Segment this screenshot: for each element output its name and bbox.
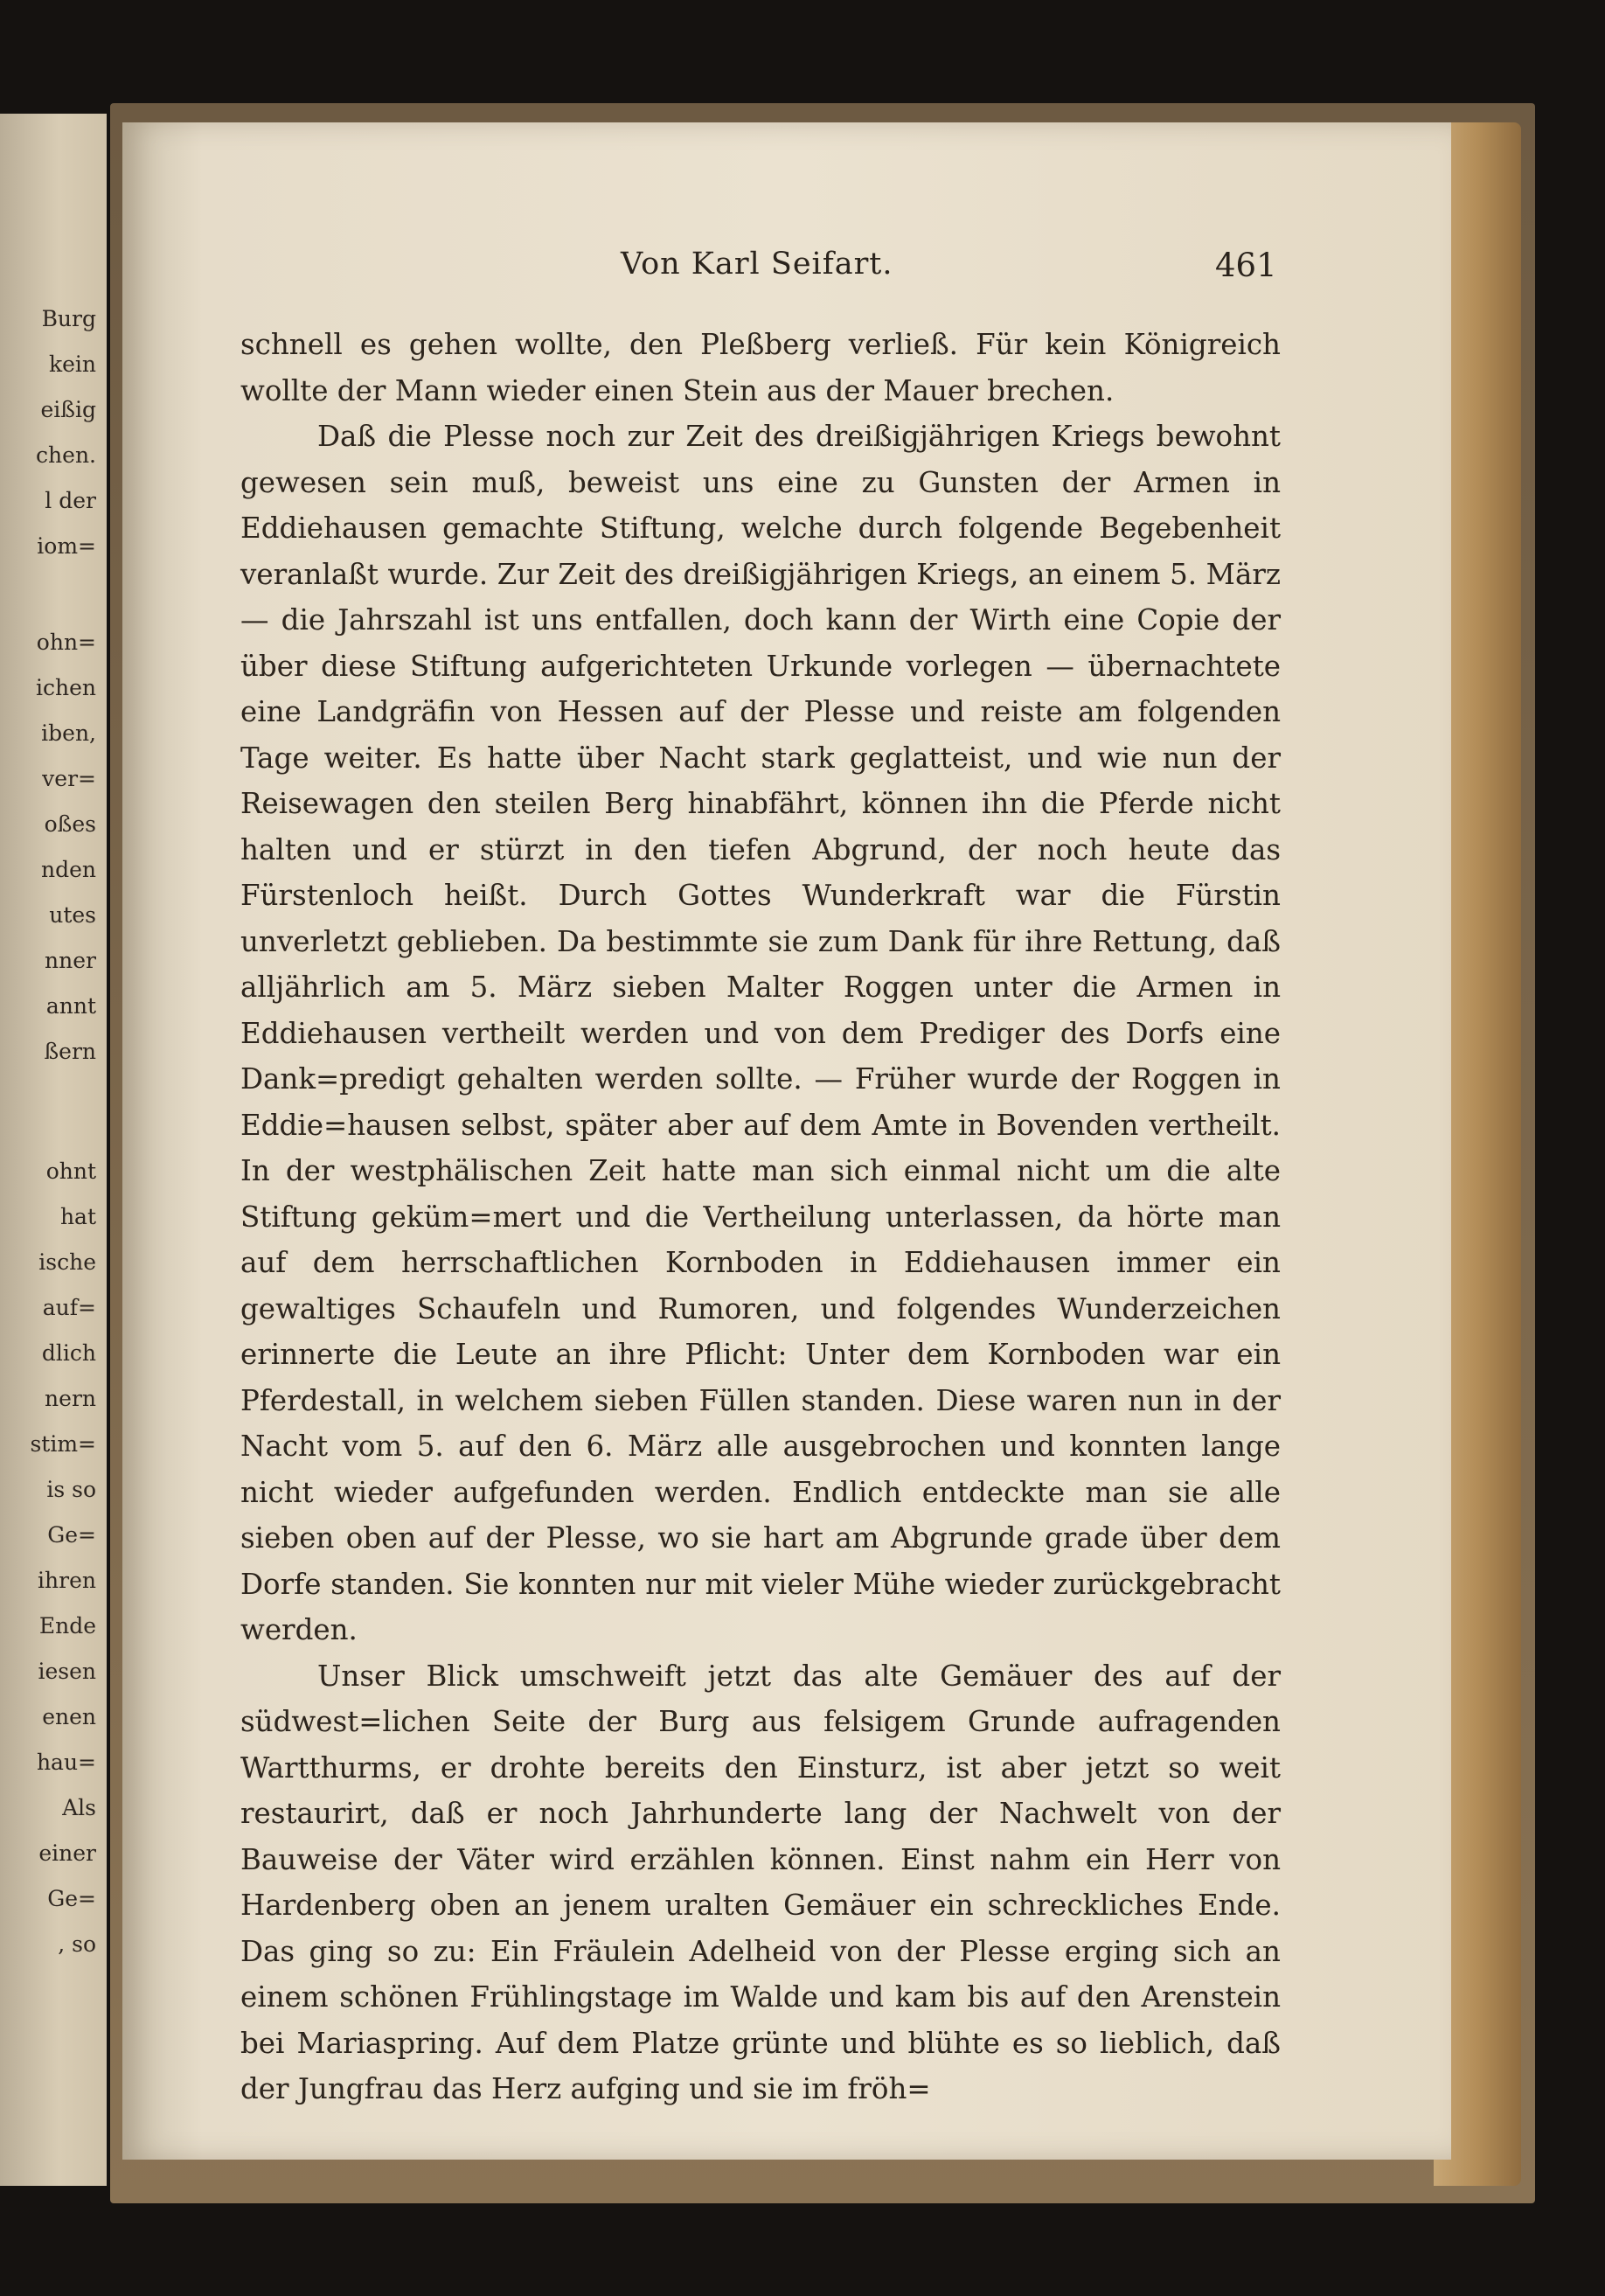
left-page-fragment: ichen — [36, 675, 96, 700]
left-page-fragment: ver= — [42, 766, 96, 791]
left-page-fragment: is so — [46, 1477, 96, 1502]
left-page-fragment: utes — [49, 902, 96, 928]
left-page-fragment: ßern — [44, 1039, 96, 1064]
left-page-fragment: einer — [38, 1840, 96, 1866]
page-body — [240, 322, 1281, 2112]
left-page-fragment: ihren — [38, 1568, 96, 1593]
left-page-fragment: dlich — [41, 1340, 96, 1366]
left-page-fragment: Burg — [41, 306, 96, 331]
paragraph: Daß die Plesse noch zur Zeit des dreißigjährigen Kriegs bewohnt gewesen sein muß, beweist uns eine zu Gunsten der Armen in Eddiehausen gemachte Stiftung, welche durch folgende Begebenheit veranlaßt wurde. Zur Zeit des dreißigjährigen Kriegs, an einem 5. März — die Jahrszahl ist uns entfallen, doch kann der Wirth eine Copie der über diese Stiftung aufgerichteten Urkunde vorlegen — übernachtete eine Landgräfin von Hessen auf der Plesse und reiste am folgenden Tage weiter. Es hatte über Nacht stark geglatteist, und wie nun der Reisewagen den steilen Berg hinabfährt, können ihn die Pferde nicht halten und er stürzt in den tiefen Abgrund, der noch heute das Fürstenloch heißt. Durch Gottes Wunderkraft war die Fürstin unverletzt geblieben. Da bestimmte sie zum Dank für ihre Rettung, daß alljährlich am 5. März sieben Malter Roggen unter die Armen in Eddiehausen vertheilt werden und von dem Prediger des Dorfs eine Dank=predigt gehalten werden sollte. — Früher wurde der Roggen in Eddie=hausen selbst, später aber auf dem Amte in Bovenden vertheilt. In der westphälischen Zeit hatte man sich einmal nicht um die alte Stiftung geküm=mert und die Vertheilung unterlassen, da hörte man auf dem herrschaftlichen Kornboden in Eddiehausen immer ein gewaltiges Schaufeln und Rumoren, und folgendes Wunderzeichen erinnerte die Leute an ihre Pflicht: Unter dem Kornboden war ein Pferdestall, in welchem sieben Füllen standen. Diese waren nun in der Nacht vom 5. auf den 6. März alle ausgebrochen und konnten lange nicht wieder aufgefunden werden. Endlich entdeckte man sie alle sieben oben auf der Plesse, wo sie hart am Abgrunde grade über dem Dorfe standen. Sie konnten nur mit vieler Mühe wieder zurückgebracht werden. — [240, 420, 1281, 1646]
left-page-fragment: ische — [38, 1249, 96, 1275]
left-page-fragment: l der — [45, 488, 96, 513]
paragraph: schnell es gehen wollte, den Pleßberg verließ. Für kein Königreich wollte der Mann wieder einen Stein aus der Mauer brechen. — [240, 328, 1281, 407]
left-page-fragment: nden — [40, 857, 96, 882]
left-page-fragment: iben, — [41, 720, 96, 746]
left-page-fragment: kein — [48, 351, 96, 377]
left-page-fragment: stim= — [30, 1431, 96, 1457]
paragraph: Unser Blick umschweift jetzt das alte Gemäuer des auf der südwest=lichen Seite der Burg aus felsigem Grunde aufragenden Wartthurms, er drohte bereits den Einsturz, ist aber jetzt so weit restaurirt, daß er noch Jahrhunderte lang der Nachwelt von der Bauweise der Väter wird erzählen können. Einst nahm ein Herr von Hardenberg oben an jenem uralten Gemäuer ein schreckliches Ende. Das ging so zu: Ein Fräulein Adelheid von der Plesse erging sich an einem schönen Frühlingstage im Walde und kam bis auf den Arenstein bei Mariaspring. Auf dem Platze grünte und blühte es so lieblich, daß der Jungfrau das Herz aufging und sie im fröh= — [240, 1659, 1281, 2105]
left-page-fragment: Als — [62, 1795, 96, 1820]
page-number: 461 — [1215, 247, 1277, 284]
left-page-fragment: iesen — [38, 1659, 96, 1684]
left-page-fragment: hau= — [36, 1750, 96, 1775]
left-page-fragment: hat — [59, 1204, 96, 1229]
left-page-fragment: Ge= — [47, 1522, 96, 1548]
left-page-fragment: nern — [45, 1386, 96, 1411]
left-page-edge — [0, 114, 107, 2186]
running-head: Von Karl Seifart. — [621, 247, 893, 282]
left-page-fragment: chen. — [36, 442, 96, 468]
left-page-fragment: iom= — [37, 533, 96, 559]
left-page-fragment: ohnt — [45, 1158, 96, 1184]
left-page-fragment: , so — [58, 1931, 96, 1957]
left-page-fragment: auf= — [42, 1295, 96, 1320]
left-page-fragment: eißig — [40, 397, 96, 422]
left-page-fragment: Ende — [38, 1613, 96, 1639]
left-page-fragment: oßes — [44, 811, 96, 837]
left-page-fragment: ohn= — [36, 630, 96, 655]
left-page-fragment: enen — [42, 1704, 96, 1729]
left-page-fragment: annt — [45, 993, 96, 1019]
left-page-fragment: nner — [45, 948, 96, 973]
left-page-fragment: Ge= — [47, 1886, 96, 1911]
